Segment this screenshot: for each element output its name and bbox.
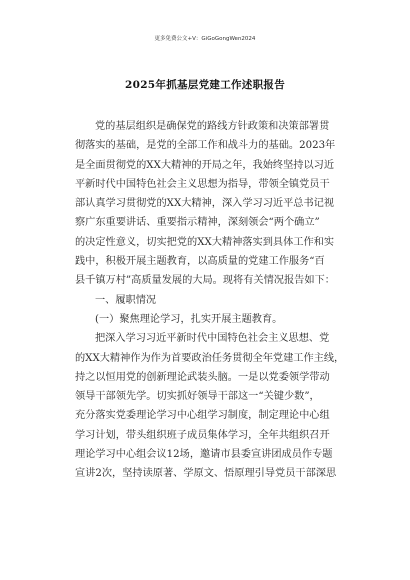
document-title: 2025年抓基层党建工作述职报告 [124,79,286,91]
body-line: 的决定性意义，切实把党的XX大精神落实到具体工作和实 [75,236,335,248]
body-line: 平新时代中国特色社会主义思想为指导，带领全镇党员干 [75,178,330,190]
body-line: 把深入学习习近平新时代中国特色社会主义思想、党 [95,333,330,345]
body-line: 部认真学习贯彻党的XX大精神，深入学习习近平总书记视 [75,198,335,210]
body-line: 领导干部领先学。切实抓好领导干部这一“关键少数”， [75,391,320,403]
body-line: 一、履职情况 [95,294,157,306]
page-header: 更多免费公文+V：GiGoGongWen2024 [154,36,256,42]
document-body [75,117,351,484]
body-line: 是全面贯彻党的XX大精神的开局之年，我始终坚持以习近 [75,159,335,171]
body-line: 党的基层组织是确保党的路线方针政策和决策部署贯 [95,121,330,132]
body-line: 持之以恒用党的创新理论武装头脑。一是以党委领学带动 [75,371,330,383]
body-line: 察广东重要讲话、重要指示精神，深刻领会“两个确立” [75,217,320,229]
body-line: 县千镇万村”高质量发展的大局。现将有关情况报告如下： [75,275,335,287]
body-line: 践中，积极开展主题教育，以高质量的党建工作服务“百 [75,256,325,268]
body-line: 的XX大精神作为作为首要政治任务贯彻全年党建工作主线， [75,352,345,364]
body-line: 彻落实的基础，是党的全部工作和战斗力的基础。2023年 [75,140,336,152]
body-line: 充分落实党委理论学习中心组学习制度，制定理论中心组 [75,410,330,422]
body-line: 理论学习中心组会议12场，邀请市县委宣讲团成员作专题 [75,449,333,461]
body-line: (一）聚焦理论学习，扎实开展主题教育。 [95,313,283,325]
body-line: 学习计划，带头组织班子成员集体学习，全年共组织召开 [75,429,330,441]
body-line: 宣讲2次，坚持读原著、学原文、悟原理引导党员干部深思 [75,468,337,480]
